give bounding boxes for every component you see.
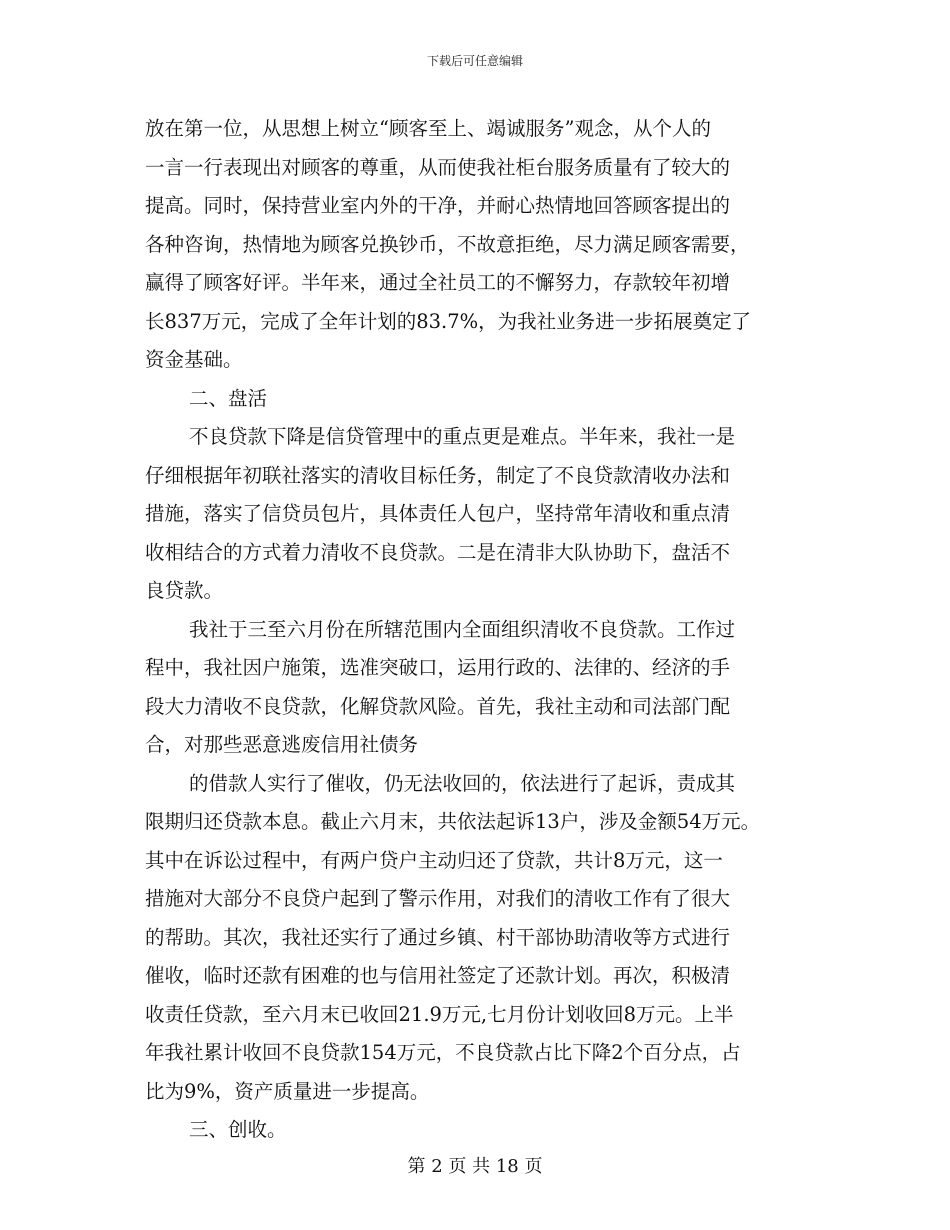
body-line: 其中在诉讼过程中，有两户贷户主动归还了贷款，共计8万元，这一 [145,848,723,872]
body-line: 程中，我社因户施策，选准突破口，运用行政的、法律的、经济的手 [145,656,731,679]
page-header: 下载后可任意编辑 [426,54,523,68]
body-line: 放在第一位，从思想上树立“顾客至上、竭诚服务”观念，从个人的 [145,117,711,140]
body-line: 一言一行表现出对顾客的尊重，从而使我社柜台服务质量有了较大的 [145,155,731,179]
body-line: 收相结合的方式着力清收不良贷款。二是在清非大队协助下，盘活不 [145,540,731,564]
section-heading: 三、创收。 [189,1118,287,1141]
body-line: 的帮助。其次，我社还实行了通过乡镇、村干部协助清收等方式进行 [145,925,731,949]
body-line: 年我社累计收回不良贷款154万元，不良贷款占比下降2个百分点，占 [145,1041,741,1064]
document-body [145,110,815,1150]
body-line: 长837万元，完成了全年计划的83.7%，为我社业务进一步拓展奠定了 [145,309,752,333]
body-line: 资金基础。 [145,348,243,371]
paragraph-start: 我社于三至六月份在所辖范围内全面组织清收不良贷款。工作过 [189,617,736,641]
paragraph-start: 不良贷款下降是信贷管理中的重点更是难点。半年来，我社一是 [189,425,736,448]
paragraph-start: 的借款人实行了催收，仍无法收回的，依法进行了起诉，责成其 [189,771,736,795]
body-line: 赢得了顾客好评。半年来，通过全社员工的不懈努力，存款较年初增 [145,271,731,294]
body-line: 仔细根据年初联社落实的清收目标任务，制定了不良贷款清收办法和 [145,463,731,487]
body-line: 合，对那些恶意逃废信用社债务 [145,733,419,756]
page-number-footer: 第 2 页 共 18 页 [407,1156,543,1177]
body-line: 比为9%，资产质量进一步提高。 [145,1079,430,1103]
body-line: 收责任贷款，至六月末已收回21.9万元,七月份计划收回8万元。上半 [145,1002,734,1026]
body-line: 良贷款。 [145,579,224,602]
body-line: 段大力清收不良贷款，化解贷款风险。首先，我社主动和司法部门配 [145,694,731,718]
section-heading: 二、盘活 [189,386,268,410]
body-line: 提高。同时，保持营业室内外的干净，并耐心热情地回答顾客提出的 [145,194,731,217]
body-line: 措施，落实了信贷员包片，具体责任人包户，坚持常年清收和重点清 [145,502,731,525]
body-line: 各种咨询，热情地为顾客兑换钞币，不故意拒绝，尽力满足顾客需要， [145,232,750,256]
body-line: 限期归还贷款本息。截止六月末，共依法起诉13户，涉及金额54万元。 [145,810,761,833]
body-line: 催收，临时还款有困难的也与信用社签定了还款计划。再次，积极清 [145,964,731,987]
body-line: 措施对大部分不良贷户起到了警示作用，对我们的清收工作有了很大 [145,887,731,910]
